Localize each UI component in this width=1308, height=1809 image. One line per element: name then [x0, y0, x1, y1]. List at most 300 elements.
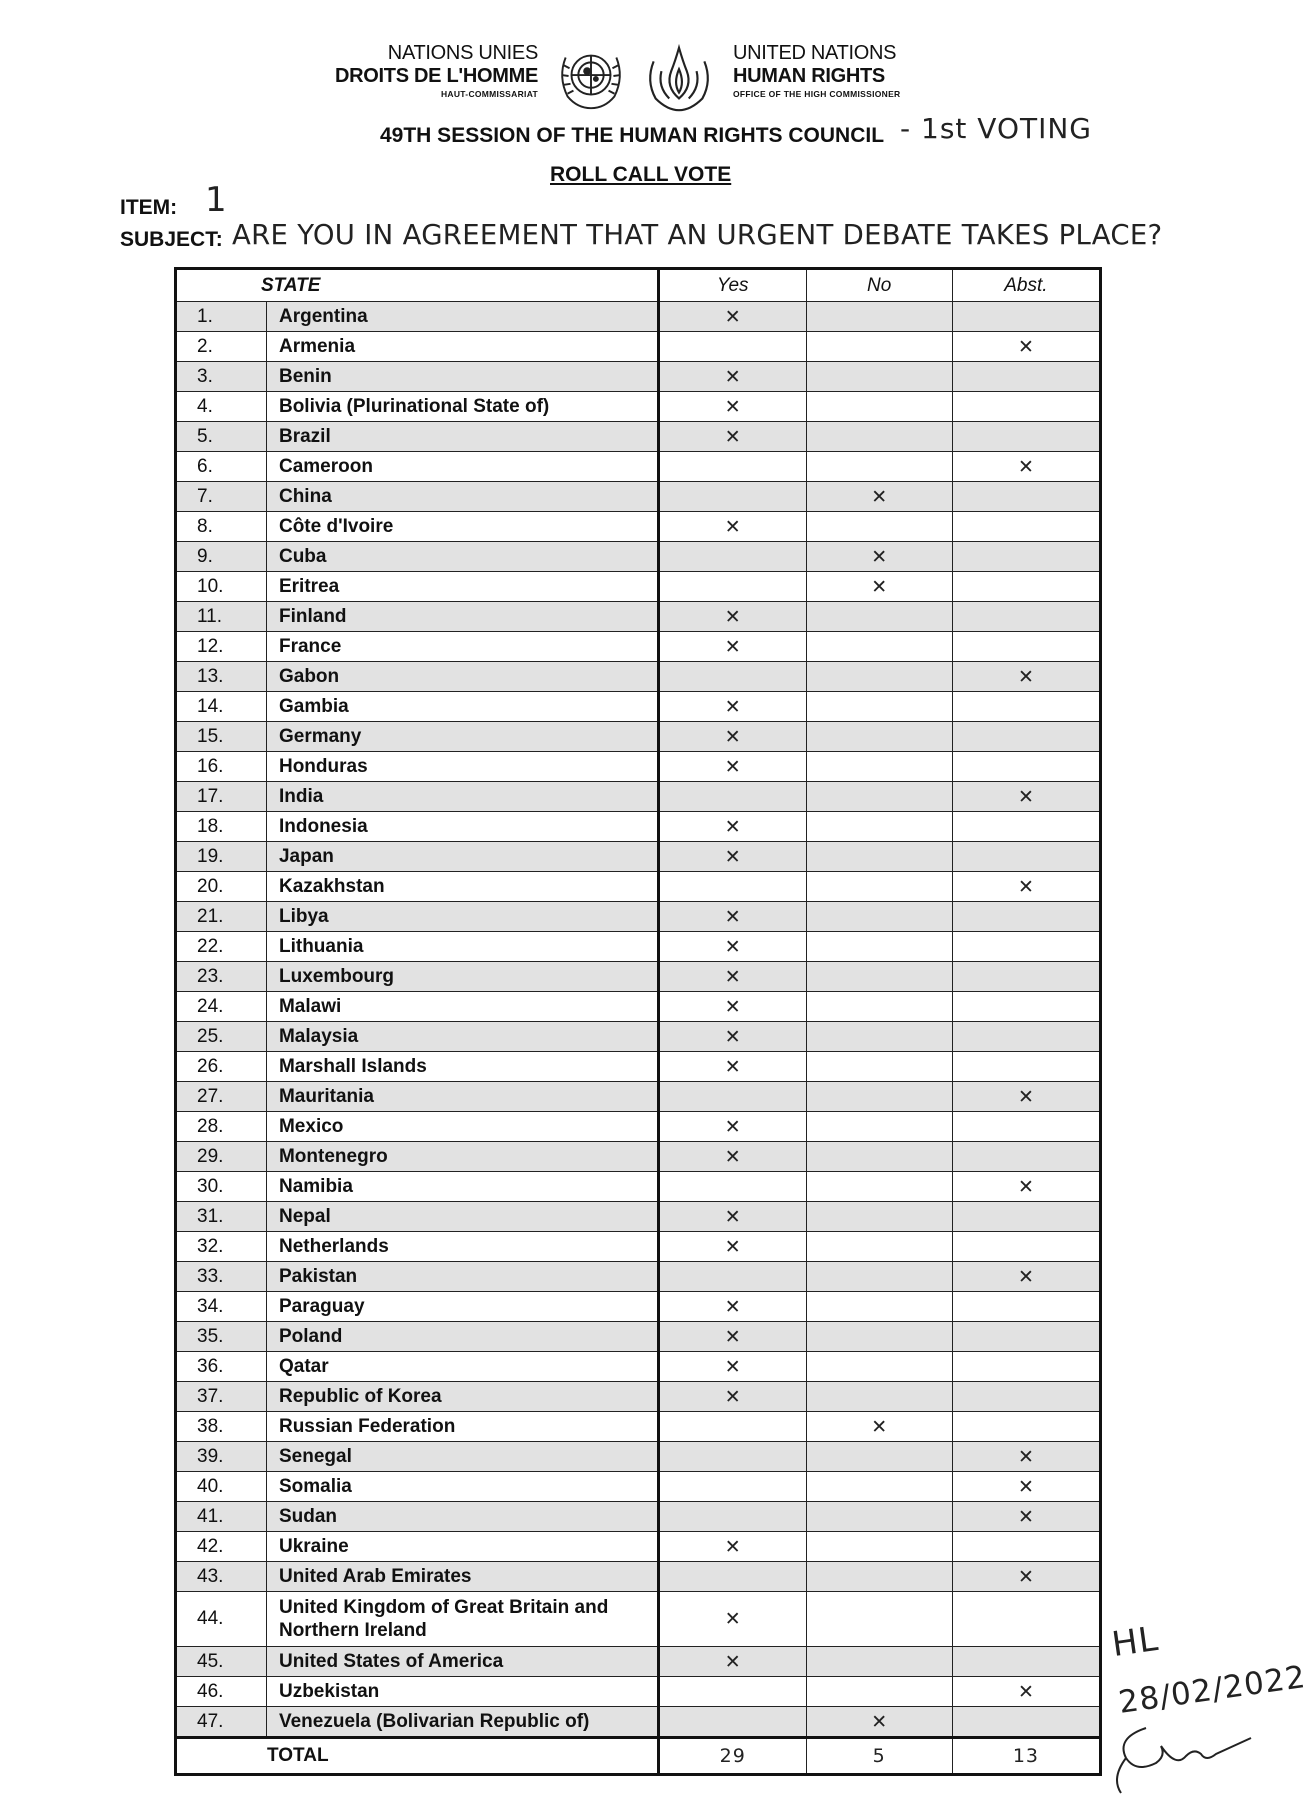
vote-mark-icon: ✕ [724, 905, 741, 928]
vote-mark-icon: ✕ [1017, 875, 1034, 898]
vote-mark-icon: ✕ [724, 1145, 741, 1168]
abst-vote-cell [952, 1562, 1100, 1592]
table-header-row [176, 269, 1101, 302]
row-number: 3. [176, 362, 267, 392]
state-name: Sudan [266, 1502, 658, 1532]
no-vote-cell [806, 1202, 952, 1232]
table-row [176, 782, 1101, 812]
yes-vote-cell [658, 482, 806, 512]
org-name-french [300, 42, 538, 100]
abst-vote-cell [952, 992, 1100, 1022]
state-name: Ukraine [266, 1532, 658, 1562]
vote-mark-icon: ✕ [1017, 1085, 1034, 1108]
table-row [176, 1647, 1101, 1677]
yes-vote-cell [658, 1352, 806, 1382]
row-number: 26. [176, 1052, 267, 1082]
no-vote-cell [806, 932, 952, 962]
row-number: 33. [176, 1262, 267, 1292]
abst-vote-cell [952, 1412, 1100, 1442]
table-row [176, 1532, 1101, 1562]
table-row [176, 1172, 1101, 1202]
human-rights-emblem-icon [640, 38, 718, 116]
abst-vote-cell [952, 662, 1100, 692]
roll-call-table [174, 267, 1102, 1776]
abst-vote-cell [952, 362, 1100, 392]
item-label: ITEM: [120, 196, 178, 219]
table-row [176, 1592, 1101, 1647]
vote-mark-icon: ✕ [1017, 1445, 1034, 1468]
abst-vote-cell [952, 962, 1100, 992]
state-name: United Arab Emirates [266, 1562, 658, 1592]
table-row [176, 1382, 1101, 1412]
yes-vote-cell [658, 1112, 806, 1142]
vote-mark-icon: ✕ [724, 1295, 741, 1318]
yes-vote-cell [658, 632, 806, 662]
no-vote-cell [806, 512, 952, 542]
no-vote-cell [806, 1112, 952, 1142]
row-number: 20. [176, 872, 267, 902]
row-number: 7. [176, 482, 267, 512]
state-name: Qatar [266, 1352, 658, 1382]
no-vote-cell [806, 1647, 952, 1677]
abst-vote-cell [952, 1707, 1100, 1738]
no-vote-cell [806, 692, 952, 722]
vote-mark-icon: ✕ [724, 1325, 741, 1348]
row-number: 18. [176, 812, 267, 842]
table-row [176, 752, 1101, 782]
no-vote-cell [806, 752, 952, 782]
no-vote-cell [806, 542, 952, 572]
state-name: Paraguay [266, 1292, 658, 1322]
yes-vote-cell [658, 1592, 806, 1647]
row-number: 2. [176, 332, 267, 362]
row-number: 43. [176, 1562, 267, 1592]
abst-vote-cell [952, 542, 1100, 572]
state-name: Libya [266, 902, 658, 932]
table-row [176, 1022, 1101, 1052]
yes-vote-cell [658, 872, 806, 902]
yes-vote-cell [658, 1232, 806, 1262]
row-number: 19. [176, 842, 267, 872]
table-row [176, 482, 1101, 512]
state-name: Japan [266, 842, 658, 872]
row-number: 27. [176, 1082, 267, 1112]
no-vote-cell [806, 1142, 952, 1172]
state-name: Finland [266, 602, 658, 632]
no-vote-cell [806, 1562, 952, 1592]
total-label: TOTAL [176, 1738, 659, 1775]
vote-mark-icon: ✕ [724, 395, 741, 418]
state-name: Benin [266, 362, 658, 392]
en-line-3: OFFICE OF THE HIGH COMMISSIONER [733, 89, 901, 99]
table-row [176, 1202, 1101, 1232]
vote-mark-icon: ✕ [724, 755, 741, 778]
row-number: 12. [176, 632, 267, 662]
state-name: Pakistan [266, 1262, 658, 1292]
state-name: Cuba [266, 542, 658, 572]
vote-mark-icon: ✕ [724, 1608, 741, 1630]
handwritten-date: 28/02/2022 [1116, 1659, 1308, 1721]
row-number: 44. [176, 1592, 267, 1647]
row-number: 8. [176, 512, 267, 542]
row-number: 31. [176, 1202, 267, 1232]
abst-vote-cell [952, 1082, 1100, 1112]
table-row [176, 1502, 1101, 1532]
table-row [176, 602, 1101, 632]
vote-mark-icon: ✕ [871, 575, 888, 598]
table-row [176, 842, 1101, 872]
vote-mark-icon: ✕ [724, 425, 741, 448]
vote-mark-icon: ✕ [724, 515, 741, 538]
vote-mark-icon: ✕ [1017, 785, 1034, 808]
yes-vote-cell [658, 1707, 806, 1738]
fr-line-3: HAUT-COMMISSARIAT [440, 89, 538, 99]
abst-vote-cell [952, 1142, 1100, 1172]
row-number: 5. [176, 422, 267, 452]
yes-vote-cell [658, 1172, 806, 1202]
no-vote-cell [806, 1022, 952, 1052]
yes-vote-cell [658, 362, 806, 392]
yes-vote-cell [658, 1442, 806, 1472]
signature-icon [1106, 1718, 1256, 1798]
table-row [176, 1677, 1101, 1707]
state-name: Kazakhstan [266, 872, 658, 902]
row-number: 14. [176, 692, 267, 722]
en-line-1: UNITED NATIONS [733, 42, 897, 64]
table-row [176, 902, 1101, 932]
row-number: 1. [176, 302, 267, 332]
letterhead [0, 38, 1280, 108]
no-vote-cell [806, 662, 952, 692]
yes-vote-cell [658, 842, 806, 872]
row-number: 25. [176, 1022, 267, 1052]
vote-mark-icon: ✕ [724, 1115, 741, 1138]
vote-mark-icon: ✕ [724, 1650, 741, 1673]
yes-vote-cell [658, 902, 806, 932]
state-name: Malaysia [266, 1022, 658, 1052]
abst-vote-cell [952, 452, 1100, 482]
row-number: 42. [176, 1532, 267, 1562]
yes-vote-cell [658, 422, 806, 452]
no-vote-cell [806, 1442, 952, 1472]
item-value: 1 [205, 180, 228, 220]
state-name: Nepal [266, 1202, 658, 1232]
state-name: Mauritania [266, 1082, 658, 1112]
abst-vote-cell [952, 872, 1100, 902]
yes-vote-cell [658, 602, 806, 632]
vote-mark-icon: ✕ [724, 1205, 741, 1228]
no-vote-cell [806, 1532, 952, 1562]
total-no: 5 [806, 1738, 952, 1775]
state-name: Netherlands [266, 1232, 658, 1262]
yes-vote-cell [658, 1262, 806, 1292]
table-row [176, 1322, 1101, 1352]
abst-vote-cell [952, 392, 1100, 422]
no-vote-cell [806, 422, 952, 452]
state-name: Argentina [266, 302, 658, 332]
vote-mark-icon: ✕ [724, 845, 741, 868]
yes-vote-cell [658, 1322, 806, 1352]
state-name: Cameroon [266, 452, 658, 482]
no-vote-cell [806, 482, 952, 512]
fr-line-1: NATIONS UNIES [387, 42, 538, 64]
fr-line-2: DROITS DE L'HOMME [335, 65, 538, 87]
state-name: Gambia [266, 692, 658, 722]
table-row [176, 1352, 1101, 1382]
state-name: Namibia [266, 1172, 658, 1202]
state-name: Mexico [266, 1112, 658, 1142]
table-row [176, 512, 1101, 542]
table-row [176, 1262, 1101, 1292]
state-name: Bolivia (Plurinational State of) [266, 392, 658, 422]
vote-mark-icon: ✕ [724, 935, 741, 958]
no-vote-cell [806, 842, 952, 872]
abst-vote-cell [952, 782, 1100, 812]
no-vote-cell [806, 302, 952, 332]
abst-vote-cell [952, 1022, 1100, 1052]
state-name: Uzbekistan [266, 1677, 658, 1707]
table-row [176, 1142, 1101, 1172]
no-vote-cell [806, 572, 952, 602]
row-number: 21. [176, 902, 267, 932]
state-column-header: STATE [176, 269, 659, 302]
row-number: 41. [176, 1502, 267, 1532]
vote-mark-icon: ✕ [724, 305, 741, 328]
no-vote-cell [806, 1677, 952, 1707]
no-vote-cell [806, 1052, 952, 1082]
yes-vote-cell [658, 1292, 806, 1322]
row-number: 34. [176, 1292, 267, 1322]
vote-mark-icon: ✕ [724, 1055, 741, 1078]
table-row [176, 1292, 1101, 1322]
abst-vote-cell [952, 1052, 1100, 1082]
row-number: 6. [176, 452, 267, 482]
table-row [176, 1412, 1101, 1442]
row-number: 39. [176, 1442, 267, 1472]
no-vote-cell [806, 1322, 952, 1352]
no-vote-cell [806, 902, 952, 932]
yes-vote-cell [658, 1052, 806, 1082]
yes-column-header: Yes [658, 269, 806, 302]
vote-mark-icon: ✕ [724, 695, 741, 718]
state-name: Luxembourg [266, 962, 658, 992]
abst-vote-cell [952, 422, 1100, 452]
abst-vote-cell [952, 722, 1100, 752]
vote-mark-icon: ✕ [1017, 1265, 1034, 1288]
row-number: 45. [176, 1647, 267, 1677]
abst-vote-cell [952, 482, 1100, 512]
abst-vote-cell [952, 692, 1100, 722]
state-name: Côte d'Ivoire [266, 512, 658, 542]
row-number: 15. [176, 722, 267, 752]
table-row [176, 1082, 1101, 1112]
no-vote-cell [806, 1592, 952, 1647]
abst-vote-cell [952, 1502, 1100, 1532]
row-number: 28. [176, 1112, 267, 1142]
vote-mark-icon: ✕ [724, 1235, 741, 1258]
no-vote-cell [806, 602, 952, 632]
no-vote-cell [806, 1172, 952, 1202]
state-name: Russian Federation [266, 1412, 658, 1442]
no-vote-cell [806, 1292, 952, 1322]
yes-vote-cell [658, 1502, 806, 1532]
table-row [176, 452, 1101, 482]
row-number: 37. [176, 1382, 267, 1412]
no-vote-cell [806, 392, 952, 422]
table-row [176, 1562, 1101, 1592]
subject-value: ARE YOU IN AGREEMENT THAT AN URGENT DEBATE TAKES PLACE? [232, 219, 1163, 251]
row-number: 4. [176, 392, 267, 422]
abst-vote-cell [952, 842, 1100, 872]
en-line-2: HUMAN RIGHTS [733, 65, 885, 87]
subject-label: SUBJECT: [120, 228, 223, 251]
abst-vote-cell [952, 572, 1100, 602]
total-yes: 29 [658, 1738, 806, 1775]
row-number: 16. [176, 752, 267, 782]
vote-mark-icon: ✕ [724, 1535, 741, 1558]
abst-vote-cell [952, 1172, 1100, 1202]
state-name: Republic of Korea [266, 1382, 658, 1412]
no-vote-cell [806, 722, 952, 752]
yes-vote-cell [658, 512, 806, 542]
no-vote-cell [806, 1412, 952, 1442]
row-number: 47. [176, 1707, 267, 1738]
table-row [176, 632, 1101, 662]
no-vote-cell [806, 332, 952, 362]
no-vote-cell [806, 362, 952, 392]
abst-vote-cell [952, 1262, 1100, 1292]
row-number: 9. [176, 542, 267, 572]
state-name: Brazil [266, 422, 658, 452]
yes-vote-cell [658, 1412, 806, 1442]
vote-mark-icon: ✕ [1017, 335, 1034, 358]
yes-vote-cell [658, 1142, 806, 1172]
session-voting-note: - 1st VOTING [900, 112, 1092, 145]
table-body [176, 302, 1101, 1738]
abst-vote-cell [952, 1677, 1100, 1707]
abst-vote-cell [952, 512, 1100, 542]
state-name: Germany [266, 722, 658, 752]
yes-vote-cell [658, 932, 806, 962]
abst-vote-cell [952, 1472, 1100, 1502]
vote-mark-icon: ✕ [724, 365, 741, 388]
row-number: 32. [176, 1232, 267, 1262]
vote-mark-icon: ✕ [871, 545, 888, 568]
abst-vote-cell [952, 902, 1100, 932]
table-row [176, 1442, 1101, 1472]
vote-mark-icon: ✕ [724, 635, 741, 658]
no-vote-cell [806, 992, 952, 1022]
state-name: Honduras [266, 752, 658, 782]
state-name: Montenegro [266, 1142, 658, 1172]
no-vote-cell [806, 1262, 952, 1292]
no-vote-cell [806, 1232, 952, 1262]
table-row [176, 422, 1101, 452]
yes-vote-cell [658, 572, 806, 602]
no-vote-cell [806, 782, 952, 812]
no-vote-cell [806, 812, 952, 842]
abst-vote-cell [952, 302, 1100, 332]
table-row [176, 872, 1101, 902]
yes-vote-cell [658, 452, 806, 482]
yes-vote-cell [658, 302, 806, 332]
row-number: 35. [176, 1322, 267, 1352]
table-row [176, 722, 1101, 752]
vote-mark-icon: ✕ [724, 725, 741, 748]
table-row [176, 692, 1101, 722]
state-name: France [266, 632, 658, 662]
yes-vote-cell [658, 692, 806, 722]
state-name: Indonesia [266, 812, 658, 842]
table-row [176, 302, 1101, 332]
row-number: 40. [176, 1472, 267, 1502]
state-name: Armenia [266, 332, 658, 362]
vote-mark-icon: ✕ [1017, 665, 1034, 688]
table-row [176, 812, 1101, 842]
vote-mark-icon: ✕ [1017, 1475, 1034, 1498]
abst-vote-cell [952, 1647, 1100, 1677]
abst-vote-cell [952, 1592, 1100, 1647]
yes-vote-cell [658, 1082, 806, 1112]
vote-mark-icon: ✕ [871, 485, 888, 508]
state-name: Malawi [266, 992, 658, 1022]
un-emblem-icon [552, 38, 630, 116]
table-row [176, 542, 1101, 572]
no-vote-cell [806, 962, 952, 992]
row-number: 22. [176, 932, 267, 962]
abst-vote-cell [952, 602, 1100, 632]
no-vote-cell [806, 1382, 952, 1412]
no-vote-cell [806, 1082, 952, 1112]
abst-column-header: Abst. [952, 269, 1100, 302]
handwritten-initials: HL [1109, 1618, 1162, 1666]
yes-vote-cell [658, 332, 806, 362]
no-vote-cell [806, 632, 952, 662]
no-vote-cell [806, 1472, 952, 1502]
vote-mark-icon: ✕ [724, 605, 741, 628]
abst-vote-cell [952, 1442, 1100, 1472]
no-column-header: No [806, 269, 952, 302]
no-vote-cell [806, 1352, 952, 1382]
total-abst: 13 [952, 1738, 1100, 1775]
vote-mark-icon: ✕ [724, 815, 741, 838]
state-name: Somalia [266, 1472, 658, 1502]
vote-mark-icon: ✕ [871, 1710, 888, 1733]
vote-mark-icon: ✕ [724, 1025, 741, 1048]
row-number: 23. [176, 962, 267, 992]
row-number: 30. [176, 1172, 267, 1202]
state-name: Lithuania [266, 932, 658, 962]
abst-vote-cell [952, 1202, 1100, 1232]
abst-vote-cell [952, 632, 1100, 662]
abst-vote-cell [952, 1352, 1100, 1382]
yes-vote-cell [658, 752, 806, 782]
yes-vote-cell [658, 1647, 806, 1677]
state-name: United Kingdom of Great Britain and Northern Ireland [266, 1592, 658, 1647]
vote-mark-icon: ✕ [724, 995, 741, 1018]
table-row [176, 1052, 1101, 1082]
yes-vote-cell [658, 662, 806, 692]
row-number: 10. [176, 572, 267, 602]
state-name: Marshall Islands [266, 1052, 658, 1082]
state-name: United States of America [266, 1647, 658, 1677]
row-number: 29. [176, 1142, 267, 1172]
table-row [176, 392, 1101, 422]
yes-vote-cell [658, 1382, 806, 1412]
yes-vote-cell [658, 1532, 806, 1562]
vote-mark-icon: ✕ [1017, 1680, 1034, 1703]
yes-vote-cell [658, 962, 806, 992]
